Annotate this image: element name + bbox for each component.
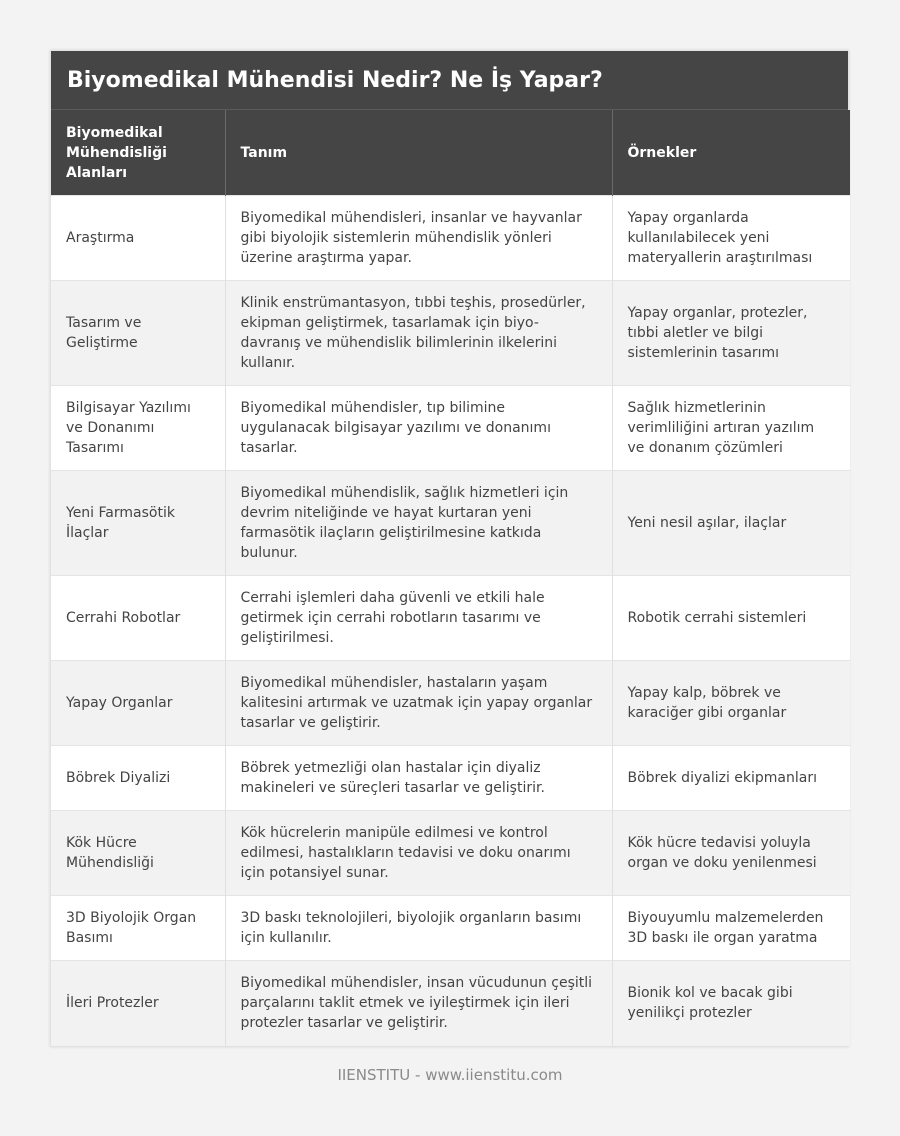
- cell-area: Araştırma: [51, 196, 225, 281]
- cell-examples: Yapay kalp, böbrek ve karaciğer gibi organlar: [612, 661, 850, 746]
- cell-examples: Bionik kol ve bacak gibi yenilikçi protezler: [612, 961, 850, 1046]
- table-row: [51, 896, 850, 961]
- cell-definition: 3D baskı teknolojileri, biyolojik organların basımı için kullanılır.: [225, 896, 612, 961]
- cell-area: 3D Biyolojik Organ Basımı: [51, 896, 225, 961]
- table-row: [51, 471, 850, 576]
- cell-examples: Kök hücre tedavisi yoluyla organ ve doku yenilenmesi: [612, 811, 850, 896]
- cell-examples: Robotik cerrahi sistemleri: [612, 576, 850, 661]
- table-row: [51, 746, 850, 811]
- cell-area: Cerrahi Robotlar: [51, 576, 225, 661]
- column-header-areas: Biyomedikal Mühendisliği Alanları: [51, 110, 225, 196]
- page-title: Biyomedikal Mühendisi Nedir? Ne İş Yapar?: [51, 51, 848, 110]
- cell-definition: Klinik enstrümantasyon, tıbbi teşhis, prosedürler, ekipman geliştirmek, tasarlamak için biyo-davranış ve mühendislik bilimlerinin ilkelerini kullanır.: [225, 281, 612, 386]
- table-row: [51, 386, 850, 471]
- table-body: [51, 196, 850, 1046]
- cell-definition: Biyomedikal mühendisler, insan vücudunun çeşitli parçalarını taklit etmek ve iyileştirmek için ileri protezler tasarlar ve geliştirir.: [225, 961, 612, 1046]
- cell-area: Yeni Farmasötik İlaçlar: [51, 471, 225, 576]
- table-row: [51, 281, 850, 386]
- content-card: [50, 50, 849, 1047]
- cell-area: Tasarım ve Geliştirme: [51, 281, 225, 386]
- cell-examples: Yapay organlarda kullanılabilecek yeni materyallerin araştırılması: [612, 196, 850, 281]
- cell-area: Yapay Organlar: [51, 661, 225, 746]
- cell-examples: Sağlık hizmetlerinin verimliliğini artıran yazılım ve donanım çözümleri: [612, 386, 850, 471]
- data-table: [51, 110, 850, 1046]
- table-header: [51, 110, 850, 196]
- table-row: [51, 811, 850, 896]
- cell-area: İleri Protezler: [51, 961, 225, 1046]
- cell-definition: Biyomedikal mühendisleri, insanlar ve hayvanlar gibi biyolojik sistemlerin mühendislik yönleri üzerine araştırma yapar.: [225, 196, 612, 281]
- table-row: [51, 661, 850, 746]
- cell-examples: Böbrek diyalizi ekipmanları: [612, 746, 850, 811]
- cell-definition: Böbrek yetmezliği olan hastalar için diyaliz makineleri ve süreçleri tasarlar ve geliştirir.: [225, 746, 612, 811]
- header-row: [51, 110, 850, 196]
- column-header-examples: Örnekler: [612, 110, 850, 196]
- cell-area: Böbrek Diyalizi: [51, 746, 225, 811]
- cell-definition: Biyomedikal mühendislik, sağlık hizmetleri için devrim niteliğinde ve hayat kurtaran yeni farmasötik ilaçların geliştirilmesine katkıda bulunur.: [225, 471, 612, 576]
- cell-definition: Kök hücrelerin manipüle edilmesi ve kontrol edilmesi, hastalıkların tedavisi ve doku onarımı için potansiyel sunar.: [225, 811, 612, 896]
- column-header-definition: Tanım: [225, 110, 612, 196]
- table-row: [51, 961, 850, 1046]
- table-row: [51, 576, 850, 661]
- cell-examples: Yeni nesil aşılar, ilaçlar: [612, 471, 850, 576]
- cell-examples: Yapay organlar, protezler, tıbbi aletler ve bilgi sistemlerinin tasarımı: [612, 281, 850, 386]
- table-row: [51, 196, 850, 281]
- cell-definition: Cerrahi işlemleri daha güvenli ve etkili hale getirmek için cerrahi robotların tasarımı ve geliştirilmesi.: [225, 576, 612, 661]
- footer-credit: IIENSTITU - www.iienstitu.com: [337, 1066, 563, 1084]
- cell-area: Kök Hücre Mühendisliği: [51, 811, 225, 896]
- cell-examples: Biyouyumlu malzemelerden 3D baskı ile organ yaratma: [612, 896, 850, 961]
- cell-definition: Biyomedikal mühendisler, hastaların yaşam kalitesini artırmak ve uzatmak için yapay organlar tasarlar ve geliştirir.: [225, 661, 612, 746]
- cell-definition: Biyomedikal mühendisler, tıp bilimine uygulanacak bilgisayar yazılımı ve donanımı tasarlar.: [225, 386, 612, 471]
- cell-area: Bilgisayar Yazılımı ve Donanımı Tasarımı: [51, 386, 225, 471]
